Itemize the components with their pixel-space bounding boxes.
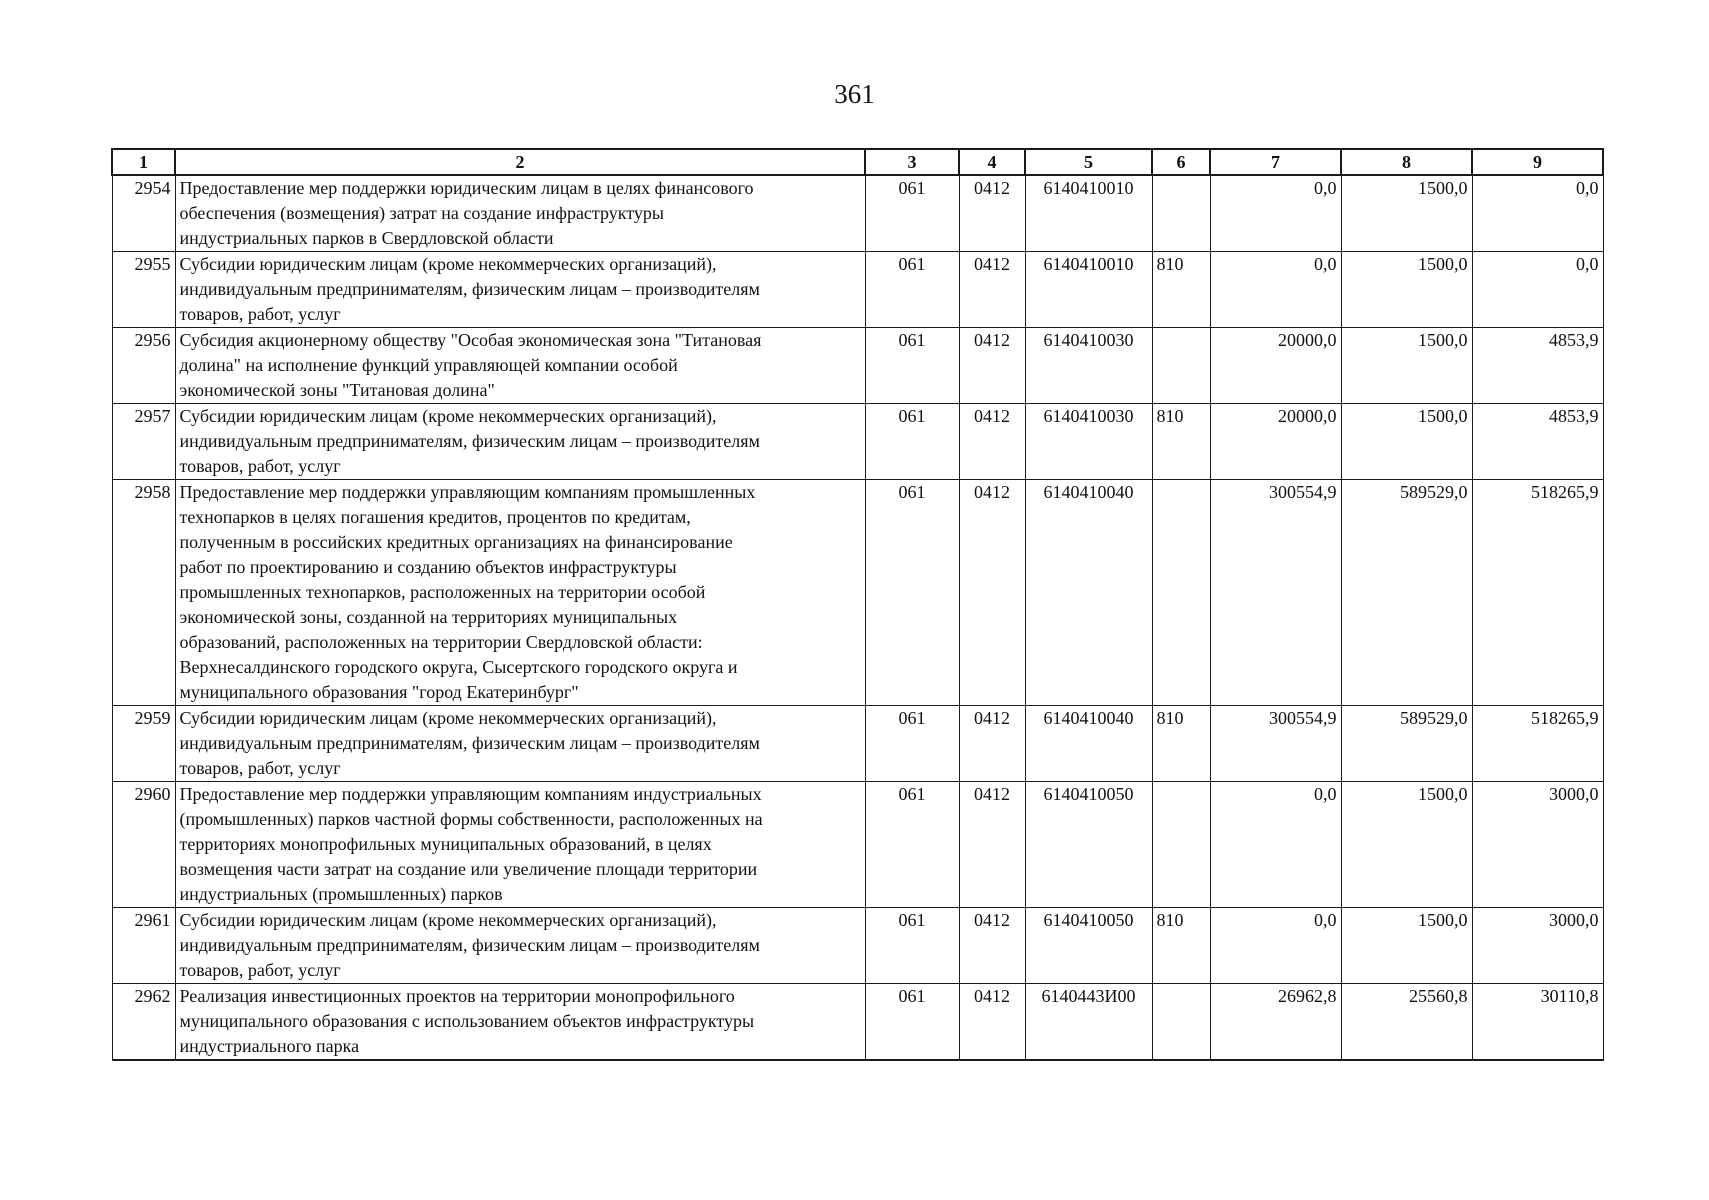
expense-type-code: 810 (1152, 908, 1210, 984)
column-header-6: 6 (1152, 149, 1210, 175)
description-line: работ по проектированию и созданию объектов инфраструктуры (179, 557, 677, 577)
header-row (112, 149, 1603, 175)
target-article-code: 6140410030 (1025, 404, 1152, 480)
amount-col-8: 25560,8 (1341, 984, 1472, 1061)
target-article-code: 6140410010 (1025, 252, 1152, 328)
section-code: 0412 (959, 404, 1025, 480)
description-line: Реализация инвестиционных проектов на территории монопрофильного (179, 986, 735, 1006)
amount-col-9: 30110,8 (1472, 984, 1603, 1061)
section-code: 0412 (959, 175, 1025, 252)
amount-col-9: 0,0 (1472, 175, 1603, 252)
description-line: возмещения части затрат на создание или увеличение площади территории (179, 859, 758, 879)
table-row (112, 252, 1603, 328)
description-line: территориях монопрофильных муниципальных образований, в целях (179, 834, 712, 854)
amount-col-9: 3000,0 (1472, 782, 1603, 908)
column-header-1: 1 (112, 149, 175, 175)
description-line: товаров, работ, услуг (179, 758, 341, 778)
row-number: 2960 (112, 782, 175, 908)
target-article-code: 6140443И00 (1025, 984, 1152, 1061)
description-line: муниципального образования "город Екатеринбург" (179, 682, 579, 702)
description-line: Предоставление мер поддержки управляющим компаниям промышленных (179, 482, 756, 502)
description-line: технопарков в целях погашения кредитов, процентов по кредитам, (179, 507, 691, 527)
amount-col-7: 0,0 (1210, 908, 1341, 984)
description-line: индустриального парка (179, 1036, 360, 1056)
description-line: товаров, работ, услуг (179, 960, 341, 980)
ministry-code: 061 (865, 706, 959, 782)
description-line: промышленных технопарков, расположенных на территории особой (179, 582, 706, 602)
description-line: индивидуальным предпринимателям, физическим лицам – производителям (179, 431, 760, 451)
ministry-code: 061 (865, 404, 959, 480)
column-header-5: 5 (1025, 149, 1152, 175)
row-number: 2959 (112, 706, 175, 782)
row-number: 2962 (112, 984, 175, 1061)
description-line: индустриальных парков в Свердловской области (179, 228, 554, 248)
table-row (112, 404, 1603, 480)
table-row (112, 706, 1603, 782)
target-article-code: 6140410050 (1025, 782, 1152, 908)
row-number: 2954 (112, 175, 175, 252)
description-line: Субсидия акционерному обществу "Особая экономическая зона "Титановая (179, 330, 762, 350)
column-header-2: 2 (175, 149, 865, 175)
amount-col-7: 300554,9 (1210, 706, 1341, 782)
amount-col-8: 1500,0 (1341, 175, 1472, 252)
ministry-code: 061 (865, 984, 959, 1061)
description-line: товаров, работ, услуг (179, 456, 341, 476)
column-header-7: 7 (1210, 149, 1341, 175)
expense-type-code: 810 (1152, 706, 1210, 782)
row-description (175, 706, 865, 782)
amount-col-7: 20000,0 (1210, 404, 1341, 480)
row-description (175, 252, 865, 328)
amount-col-8: 1500,0 (1341, 404, 1472, 480)
row-description (175, 984, 865, 1061)
description-line: Субсидии юридическим лицам (кроме некоммерческих организаций), (179, 254, 717, 274)
amount-col-7: 0,0 (1210, 175, 1341, 252)
table-row (112, 480, 1603, 706)
description-line: индивидуальным предпринимателям, физическим лицам – производителям (179, 935, 760, 955)
target-article-code: 6140410010 (1025, 175, 1152, 252)
description-line: Предоставление мер поддержки юридическим лицам в целях финансового (179, 178, 754, 198)
column-header-8: 8 (1341, 149, 1472, 175)
amount-col-9: 3000,0 (1472, 908, 1603, 984)
amount-col-8: 1500,0 (1341, 252, 1472, 328)
amount-col-7: 0,0 (1210, 782, 1341, 908)
description-line: муниципального образования с использованием объектов инфраструктуры (179, 1011, 755, 1031)
row-number: 2956 (112, 328, 175, 404)
ministry-code: 061 (865, 782, 959, 908)
table-row (112, 984, 1603, 1061)
description-line: обеспечения (возмещения) затрат на создание инфраструктуры (179, 203, 664, 223)
target-article-code: 6140410040 (1025, 706, 1152, 782)
row-number: 2957 (112, 404, 175, 480)
ministry-code: 061 (865, 908, 959, 984)
description-line: индивидуальным предпринимателям, физическим лицам – производителям (179, 733, 760, 753)
row-description (175, 404, 865, 480)
amount-col-8: 1500,0 (1341, 328, 1472, 404)
expense-type-code (1152, 984, 1210, 1061)
amount-col-8: 1500,0 (1341, 782, 1472, 908)
section-code: 0412 (959, 480, 1025, 706)
description-line: товаров, работ, услуг (179, 304, 341, 324)
amount-col-9: 518265,9 (1472, 480, 1603, 706)
amount-col-9: 4853,9 (1472, 328, 1603, 404)
row-description (175, 175, 865, 252)
expense-type-code (1152, 328, 1210, 404)
table-row (112, 175, 1603, 252)
amount-col-7: 0,0 (1210, 252, 1341, 328)
amount-col-9: 518265,9 (1472, 706, 1603, 782)
expense-type-code: 810 (1152, 404, 1210, 480)
row-description (175, 908, 865, 984)
row-description (175, 782, 865, 908)
description-line: индустриальных (промышленных) парков (179, 884, 503, 904)
budget-table (111, 148, 1604, 1061)
table-row (112, 782, 1603, 908)
description-line: экономической зоны "Титановая долина" (179, 380, 495, 400)
row-description (175, 328, 865, 404)
ministry-code: 061 (865, 480, 959, 706)
row-number: 2958 (112, 480, 175, 706)
ministry-code: 061 (865, 328, 959, 404)
column-header-3: 3 (865, 149, 959, 175)
description-line: Предоставление мер поддержки управляющим компаниям индустриальных (179, 784, 762, 804)
section-code: 0412 (959, 984, 1025, 1061)
description-line: Субсидии юридическим лицам (кроме некоммерческих организаций), (179, 406, 717, 426)
table-row (112, 328, 1603, 404)
amount-col-9: 0,0 (1472, 252, 1603, 328)
description-line: Верхнесалдинского городского округа, Сысертского городского округа и (179, 657, 738, 677)
section-code: 0412 (959, 706, 1025, 782)
column-header-4: 4 (959, 149, 1025, 175)
amount-col-7: 26962,8 (1210, 984, 1341, 1061)
expense-type-code (1152, 480, 1210, 706)
description-line: индивидуальным предпринимателям, физическим лицам – производителям (179, 279, 760, 299)
expense-type-code (1152, 782, 1210, 908)
amount-col-8: 1500,0 (1341, 908, 1472, 984)
amount-col-7: 20000,0 (1210, 328, 1341, 404)
table-row (112, 908, 1603, 984)
table-body (112, 175, 1603, 1060)
expense-type-code: 810 (1152, 252, 1210, 328)
description-line: образований, расположенных на территории Свердловской области: (179, 632, 703, 652)
section-code: 0412 (959, 908, 1025, 984)
amount-col-8: 589529,0 (1341, 706, 1472, 782)
page-number: 361 (834, 79, 875, 109)
ministry-code: 061 (865, 252, 959, 328)
description-line: (промышленных) парков частной формы собственности, расположенных на (179, 809, 763, 829)
target-article-code: 6140410050 (1025, 908, 1152, 984)
row-description (175, 480, 865, 706)
description-line: полученным в российских кредитных организациях на финансирование (179, 532, 733, 552)
expense-type-code (1152, 175, 1210, 252)
amount-col-9: 4853,9 (1472, 404, 1603, 480)
description-line: Субсидии юридическим лицам (кроме некоммерческих организаций), (179, 910, 717, 930)
section-code: 0412 (959, 328, 1025, 404)
amount-col-8: 589529,0 (1341, 480, 1472, 706)
amount-col-7: 300554,9 (1210, 480, 1341, 706)
description-line: Субсидии юридическим лицам (кроме некоммерческих организаций), (179, 708, 717, 728)
target-article-code: 6140410040 (1025, 480, 1152, 706)
row-number: 2961 (112, 908, 175, 984)
description-line: экономической зоны, созданной на территориях муниципальных (179, 607, 678, 627)
description-line: долина" на исполнение функций управляющей компании особой (179, 355, 678, 375)
section-code: 0412 (959, 252, 1025, 328)
ministry-code: 061 (865, 175, 959, 252)
row-number: 2955 (112, 252, 175, 328)
column-header-9: 9 (1472, 149, 1603, 175)
section-code: 0412 (959, 782, 1025, 908)
target-article-code: 6140410030 (1025, 328, 1152, 404)
